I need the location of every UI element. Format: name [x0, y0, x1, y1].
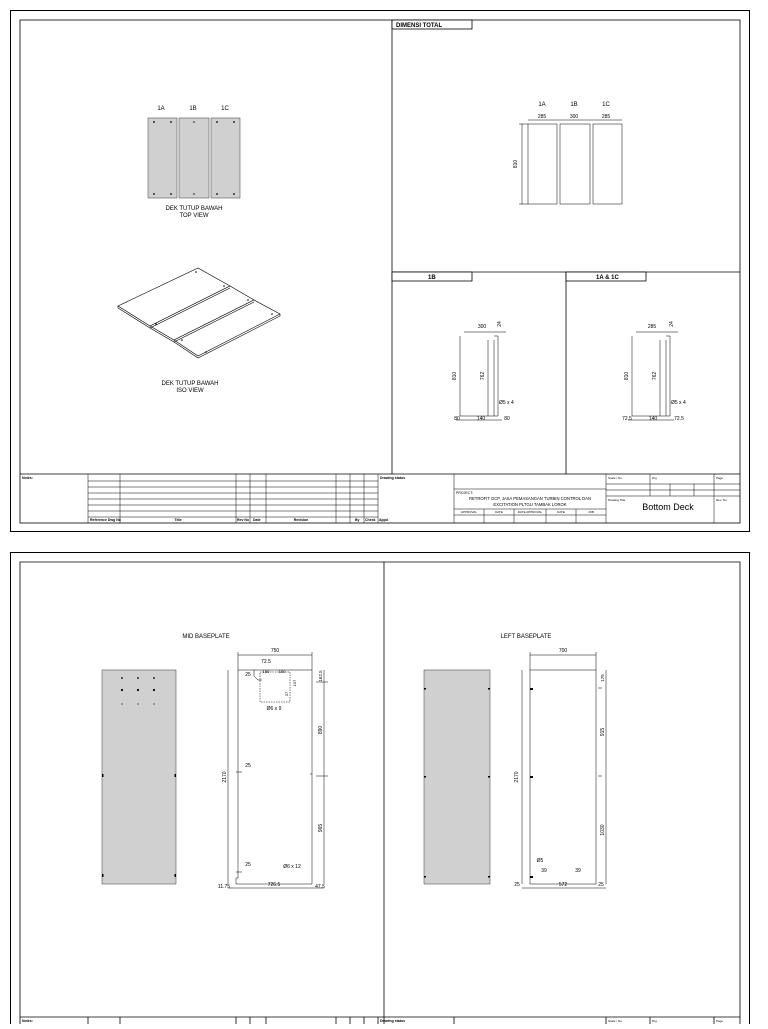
- mid-bottom-left: 11.75: [217, 884, 231, 890]
- tb2-drawing-status: Drawing status: [380, 1019, 406, 1023]
- top-view-label-1a: 1A: [157, 106, 165, 112]
- mid-offset: 72.5: [261, 659, 271, 665]
- left-bottom-right: 25: [598, 882, 604, 888]
- left-height: 2170: [514, 771, 520, 783]
- tb1-notes-label: Notes:: [22, 476, 33, 480]
- left-hole-note: Ø5: [536, 858, 544, 864]
- dimensi-label-1a: 1A: [538, 102, 546, 108]
- mid-right-low: 965: [318, 823, 324, 833]
- left-bottom-b: 39: [575, 868, 581, 874]
- detail-1b-width: 300: [477, 324, 487, 330]
- tb1-date2: DATE: [557, 510, 565, 514]
- dimensi-label-1c: 1C: [602, 102, 610, 108]
- iso-view-caption-1: DEK TUTUP BAWAH: [161, 381, 219, 387]
- detail-1a1c-height-inner: 762: [652, 371, 658, 381]
- tb1-project-line2: EXCITATION PLTGU TAMBAK LOROK: [493, 502, 567, 507]
- tb1-scale-label: Scale / No.: [608, 476, 623, 480]
- tb1-col-appd: Appd: [379, 518, 388, 522]
- left-bottom-a: 39: [541, 868, 547, 874]
- mid-hole-note-bottom: Ø6 x 12: [283, 864, 301, 870]
- mid-spacing-1: 150: [262, 669, 270, 674]
- top-view-caption-1: DEK TUTUP BAWAH: [165, 206, 223, 212]
- tb1-drg-label: Drg: [652, 476, 657, 480]
- left-bottom-left: 25: [514, 882, 520, 888]
- mid-right-dim-2: 37: [284, 691, 289, 697]
- tb1-page-label: Page: [716, 476, 724, 480]
- tb1-approval: APPROVAL: [461, 510, 477, 514]
- left-baseplate-title: LEFT BASEPLATE: [500, 634, 552, 640]
- detail-1a1c-bottom-right: 72.5: [674, 416, 684, 422]
- mid-right-dim-1: 107: [292, 679, 297, 687]
- left-right-mid: 915: [600, 727, 606, 737]
- mid-right-mid: 890: [318, 725, 324, 735]
- panel-1a: [148, 118, 177, 198]
- panel-1b: [179, 118, 209, 198]
- mid-right-top: 162.5: [318, 670, 323, 682]
- iso-view: [118, 268, 280, 358]
- panel-1c: [211, 118, 240, 198]
- detail-1b-header: 1B: [428, 275, 436, 281]
- tb1-col-date: Date: [253, 518, 261, 522]
- left-right-top: 175: [600, 674, 605, 682]
- tb1-drawing-status: Drawing status: [380, 476, 406, 480]
- dimensi-width-1a: 285: [537, 114, 547, 120]
- mid-hole-note-top: Ø6 x 9: [266, 706, 282, 712]
- detail-1b-view: [392, 272, 514, 422]
- tb1-job: JOB: [588, 510, 594, 514]
- mid-baseplate-view: [102, 634, 328, 890]
- tb1-project-line1: RETROFIT GCP, JASA PEMASANGAN TURBIN CONTROL DAN: [468, 496, 592, 501]
- left-right-low: 1030: [600, 824, 606, 836]
- tb1-col-rev: Rev No: [237, 518, 250, 522]
- tb1-drawing-title: Bottom Deck: [642, 502, 694, 512]
- detail-1a1c-lip: 24: [669, 321, 675, 327]
- top-view-label-1b: 1B: [189, 106, 197, 112]
- drawing-sheet-2: [10, 552, 750, 1024]
- drawing-sheet-1: [10, 10, 750, 532]
- detail-1b-bottom-left: 80: [454, 416, 460, 422]
- mid-baseplate-title: MID BASEPLATE: [182, 634, 230, 640]
- left-baseplate-view: [424, 634, 606, 888]
- dimensi-label-1b: 1B: [570, 102, 578, 108]
- title-block-1: [20, 474, 740, 523]
- left-bottom-mid: 572: [558, 882, 568, 888]
- dimensi-total-header: DIMENSI TOTAL: [396, 23, 443, 29]
- left-width: 700: [558, 648, 568, 654]
- dimensi-total-view: [392, 20, 622, 204]
- detail-1b-height-outer: 810: [452, 371, 458, 381]
- iso-view-caption-2: ISO VIEW: [176, 388, 204, 394]
- tb2-drg-label: Drg: [652, 1019, 657, 1023]
- top-view-label-1c: 1C: [221, 106, 229, 112]
- mid-top-edge: 25: [245, 672, 251, 678]
- detail-1b-height-inner: 762: [480, 371, 486, 381]
- mid-width: 750: [270, 648, 280, 654]
- mid-bottom-mid: 726.5: [267, 882, 281, 888]
- tb2-page-label: Page: [716, 1019, 724, 1023]
- detail-1a1c-height-outer: 810: [624, 371, 630, 381]
- sheet-1-drawing: [10, 10, 750, 532]
- tb1-project-label: PROJECT:: [456, 491, 473, 495]
- detail-1b-bottom-right: 80: [504, 416, 510, 422]
- tb1-col-check: Check: [365, 518, 376, 522]
- sheet-2-drawing: [10, 552, 750, 1024]
- tb2-scale-label: Scale / No.: [608, 1019, 623, 1023]
- tb1-rev-label: Rev. No.: [716, 498, 728, 502]
- top-view-caption-2: TOP VIEW: [179, 213, 209, 219]
- mid-baseplate-shaded: [102, 670, 176, 884]
- tb1-drawing-title-label: Drawing Title: [608, 498, 626, 502]
- detail-1a1c-width: 285: [647, 324, 657, 330]
- dimensi-width-1c: 285: [601, 114, 611, 120]
- tb1-col-revision: Revision: [293, 518, 309, 522]
- detail-1a1c-bottom-mid: 140: [648, 416, 658, 422]
- tb1-col-ref: Reference Dwg No: [90, 518, 121, 522]
- tb1-col-title: Title: [174, 518, 182, 522]
- tb1-date: DATE: [495, 510, 503, 514]
- left-baseplate-shaded: [424, 670, 490, 884]
- tb2-notes-label: Notes:: [22, 1019, 33, 1023]
- detail-1b-hole-note: Ø5 x 4: [499, 400, 514, 406]
- mid-height: 2170: [222, 771, 228, 783]
- top-view: [148, 106, 240, 219]
- mid-left-low: 25: [245, 862, 251, 868]
- dimensi-width-1b: 300: [569, 114, 579, 120]
- detail-1a1c-view: [566, 272, 686, 422]
- mid-bottom-right: 47.5: [315, 884, 325, 890]
- detail-1b-bottom-mid: 140: [476, 416, 486, 422]
- tb1-col-by: By: [355, 518, 360, 522]
- detail-1a1c-header: 1A & 1C: [596, 275, 619, 281]
- tb1-date-approval: DATE APPROVAL: [517, 510, 543, 514]
- mid-spacing-2: 150: [278, 669, 286, 674]
- detail-1a1c-bottom-left: 72.5: [622, 416, 632, 422]
- dimensi-height: 810: [513, 159, 519, 169]
- detail-1b-lip: 24: [497, 321, 503, 327]
- mid-left-mid: 25: [245, 763, 251, 769]
- detail-1a1c-hole-note: Ø5 x 4: [671, 400, 686, 406]
